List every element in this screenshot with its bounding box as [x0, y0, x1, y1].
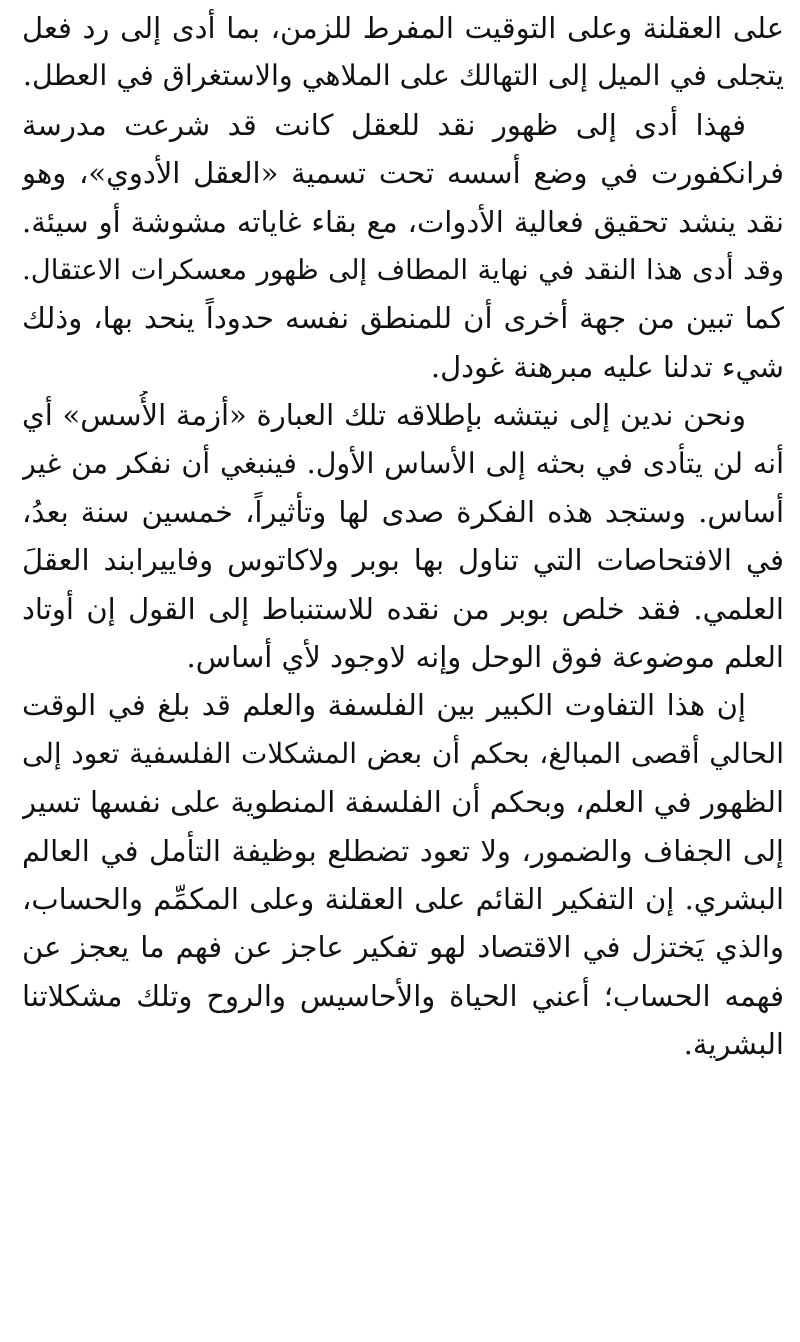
- paragraph-3: [22, 391, 784, 681]
- text-line: العلمي. فقد خلص بوبر من نقده للاستنباط إلى القول إن أوتاد: [22, 591, 784, 626]
- text-line: فهمه الحساب؛ أعني الحياة والأحاسيس والروح وتلك مشكلاتنا: [22, 978, 784, 1013]
- page-text: [22, 0, 784, 1069]
- text-line: يتجلى في الميل إلى التهالك على الملاهي والاستغراق في العطل.: [22, 59, 784, 93]
- text-line: البشرية.: [683, 1027, 784, 1062]
- text-line: البشري. إن التفكير القائم على العقلنة وعلى المكمِّم والحساب،: [22, 882, 784, 917]
- text-line: والذي يَختزل في الاقتصاد لهو تفكير عاجز عن فهم ما يعجز عن: [22, 930, 784, 965]
- text-line: ونحن ندين إلى نيتشه بإطلاقه تلك العبارة «أزمة الأُسس» أي: [22, 398, 746, 433]
- text-line: إلى الجفاف والضمور، ولا تعود تضطلع بوظيفة التأمل في العالم: [22, 833, 784, 868]
- text-line: على العقلنة وعلى التوقيت المفرط للزمن، بما أدى إلى رد فعل: [22, 11, 784, 45]
- text-line: في الافتحاصات التي تناول بها بوبر ولاكاتوس وفاييرابند العقلَ: [22, 543, 784, 578]
- text-line: كما تبين من جهة أخرى أن للمنطق نفسه حدوداً ينحد بها، وذلك: [22, 301, 784, 336]
- text-line: شيء تدلنا عليه مبرهنة غودل.: [430, 349, 784, 384]
- text-line: الظهور في العلم، وبحكم أن الفلسفة المنطوية على نفسها تسير: [22, 785, 784, 820]
- paragraph-1: [22, 4, 784, 101]
- text-line: إن هذا التفاوت الكبير بين الفلسفة والعلم قد بلغ في الوقت: [22, 688, 746, 723]
- paragraph-2: [22, 101, 784, 391]
- text-line: العلم موضوعة فوق الوحل وإنه لاوجود لأي أساس.: [186, 640, 784, 675]
- text-line: أساس. وستجد هذه الفكرة صدى لها وتأثيراً، خمسين سنة بعدُ،: [22, 494, 784, 529]
- text-line: فهذا أدى إلى ظهور نقد للعقل كانت قد شرعت مدرسة: [22, 107, 746, 142]
- paragraph-4: [22, 681, 784, 1068]
- text-line: نقد ينشد تحقيق فعالية الأدوات، مع بقاء غاياته مشوشة أو سيئة.: [22, 204, 784, 239]
- text-line: فرانكفورت في وضع أسسه تحت تسمية «العقل الأدوي»، وهو: [22, 156, 784, 191]
- text-line: أنه لن يتأدى في بحثه إلى الأساس الأول. فينبغي أن نفكر من غير: [22, 446, 784, 480]
- text-line: وقد أدى هذا النقد في نهاية المطاف إلى ظهور معسكرات الاعتقال.: [22, 253, 784, 286]
- text-line: الحالي أقصى المبالغ، بحكم أن بعض المشكلات الفلسفية تعود إلى: [22, 736, 784, 770]
